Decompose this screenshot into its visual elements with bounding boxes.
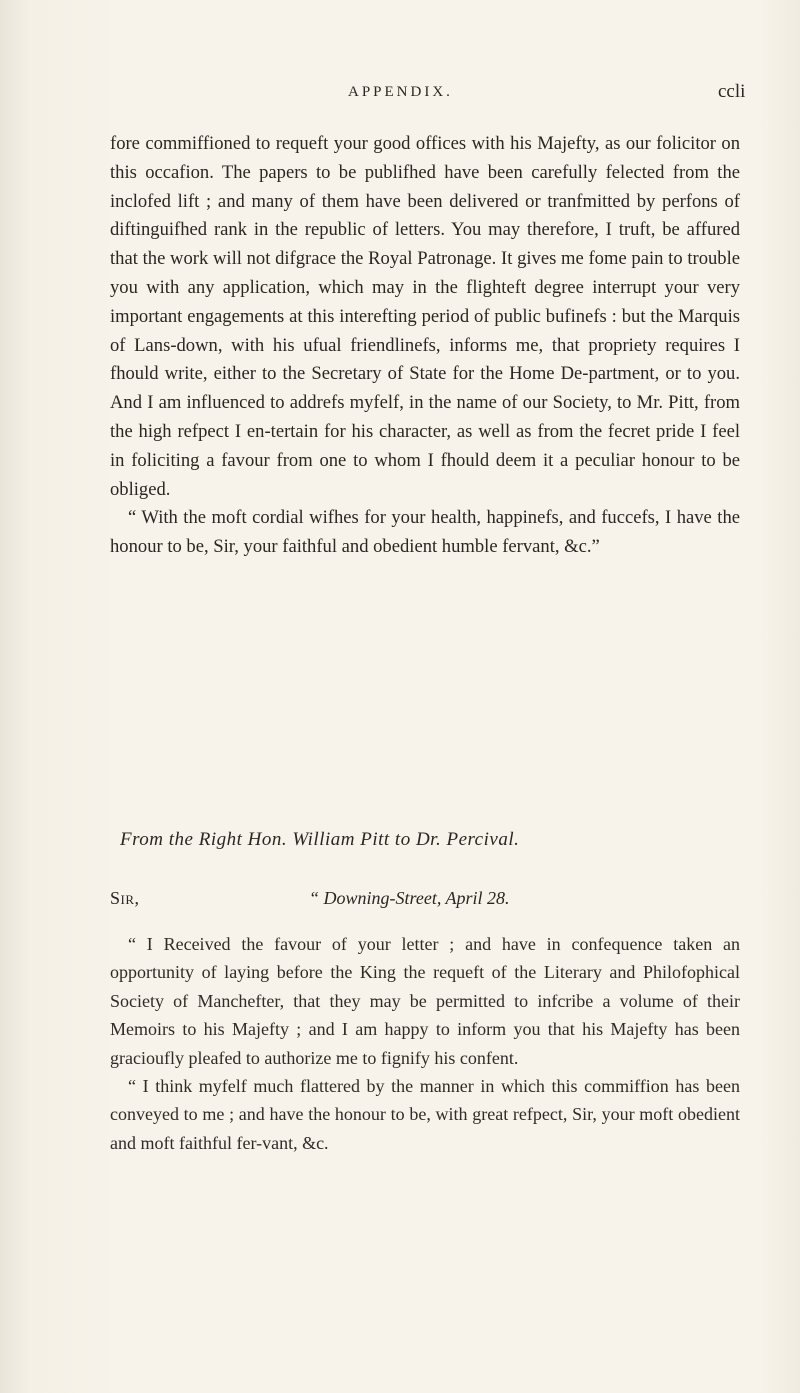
paragraph: “ I Received the favour of your letter ; and have in confequence taken an opportunity of laying before the King the requeft of the Literary and Philofophical Society of Manchefter, that they may be permitted to infcribe a volume of their Memoirs to his Majefty ; and I am happy to inform you that his Majefty has been gracioufly pleafed to authorize me to fignify his confent. [110,934,740,1068]
page-number: ccli [718,81,746,102]
running-head [0,81,800,108]
running-title: APPENDIX. [348,84,453,100]
letter-text [110,930,740,1157]
paragraph: “ With the moft cordial wifhes for your health, happinefs, and fuccefs, I have the honour to be, Sir, your faithful and obedient humble fervant, &c.” [110,507,740,558]
letter-heading: From the Right Hon. William Pitt to Dr. Percival. [120,829,520,850]
letter-opening [110,888,740,918]
salutation: Sir, [110,888,140,908]
main-text [110,130,740,562]
paragraph: “ I think myfelf much flattered by the manner in which this commiffion has been conveyed to me ; and have the honour to be, with great refpect, Sir, your moft obedient and moft faithful fer-vant, &c. [110,1076,740,1153]
paragraph: fore commiffioned to requeft your good offices with his Majefty, as our folicitor on this occafion. The papers to be publifhed have been carefully felected from the inclofed lift ; and many of them have been delivered or tranfmitted by perfons of diftinguifhed rank in the republic of letters. You may therefore, I truft, be affured that the work will not difgrace the Royal Patronage. It gives me fome pain to trouble you with any application, which may in the flighteft degree interrupt your very important engagements at this interefting period of public bufinefs : but the Marquis of Lans-down, with his ufual friendlinefs, informs me, that propriety requires I fhould write, either to the Secretary of State for the Home De-partment, or to you. And I am influenced to addrefs myfelf, in the name of our Society, to Mr. Pitt, from the high refpect I en-tertain for his character, as well as from the fecret pride I feel in foliciting a favour from one to whom I fhould deem it a peculiar honour to be obliged. [110,133,740,500]
dateline: “ Downing-Street, April 28. [309,888,510,908]
